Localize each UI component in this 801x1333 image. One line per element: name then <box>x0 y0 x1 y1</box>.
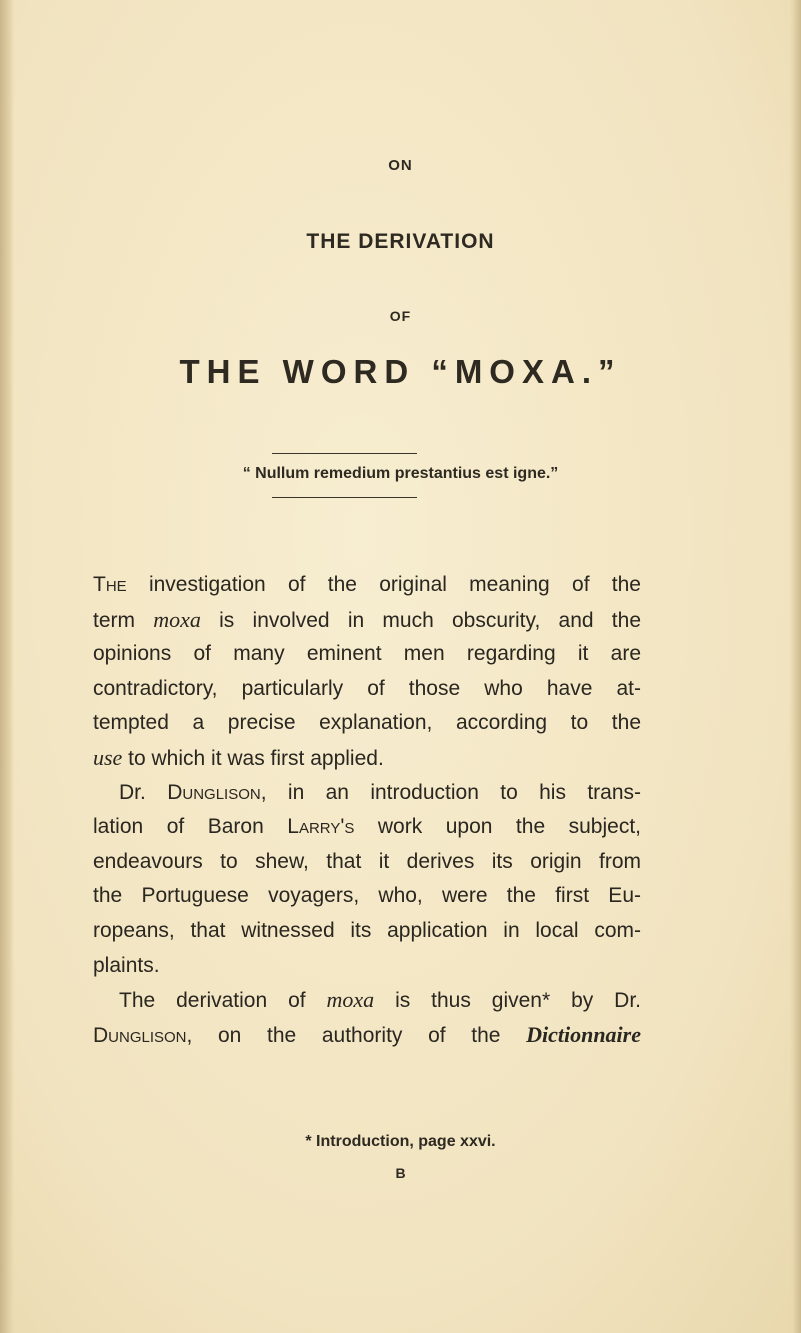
text-run: The derivation of <box>119 989 327 1013</box>
text-run: is involved in much obscurity, and the <box>200 608 641 632</box>
name-larry: Larry's <box>287 815 355 839</box>
heading-on: ON <box>388 157 413 174</box>
paragraph-2-line-6: plaints. <box>93 953 160 977</box>
heading-of: OF <box>389 308 412 324</box>
epigraph: “ Nullum remedium prestantius est igne.” <box>242 465 559 482</box>
paragraph-1-line-2 <box>93 603 641 638</box>
paragraph-2-line-1 <box>93 776 641 811</box>
text-run: is thus given* by Dr. <box>374 989 642 1013</box>
text-run: , in an introduction to his trans- <box>260 780 642 804</box>
paragraph-1-line-1 <box>93 568 641 603</box>
paragraph-2-line-4: the Portuguese voyagers, who, were the first Eu- <box>93 884 641 908</box>
paragraph-2-line-3: endeavours to shew, that it derives its origin from <box>93 849 641 873</box>
italic-word-moxa: moxa <box>326 987 375 1013</box>
paragraph-1-line-6 <box>93 741 641 776</box>
signature-mark: B <box>395 1165 406 1181</box>
paragraph-3-line-1 <box>93 983 641 1018</box>
text-run: term <box>93 608 154 632</box>
rule-below-epigraph <box>272 497 417 498</box>
drop-word-the: The <box>93 573 127 596</box>
paragraph-1-line-4: contradictory, particularly of those who have at- <box>93 676 641 700</box>
paragraph-1-line-3: opinions of many eminent men regarding it are <box>93 642 641 666</box>
paragraph-2-line-5: ropeans, that witnessed its application in local com- <box>93 918 641 942</box>
italic-word-moxa: moxa <box>153 606 201 632</box>
paragraph-1-line-5: tempted a precise explanation, according to the <box>93 711 641 735</box>
text-run: investigation of the original meaning of the <box>126 573 641 596</box>
italic-word-use: use <box>93 744 123 770</box>
italic-word-dictionnaire: Dictionnaire <box>526 1021 641 1047</box>
text-run: to which it was first applied. <box>122 746 384 770</box>
text-run: work upon the subject, <box>354 815 641 839</box>
name-dunglison: Dunglison <box>93 1023 187 1047</box>
name-dunglison: Dunglison <box>167 780 261 804</box>
heading-the-word-moxa: THE WORD “MOXA.” <box>179 353 622 390</box>
text-run: lation of Baron <box>93 815 288 839</box>
text-run: Dr. <box>119 780 168 804</box>
paragraph-3-line-2 <box>93 1018 641 1053</box>
rule-above-epigraph <box>272 453 417 454</box>
footnote: * Introduction, page xxvi. <box>305 1133 496 1150</box>
body-text <box>93 568 641 1052</box>
paragraph-2-line-2 <box>93 810 641 845</box>
heading-the-derivation: THE DERIVATION <box>306 230 495 253</box>
text-run: , on the authority of the <box>186 1023 527 1047</box>
